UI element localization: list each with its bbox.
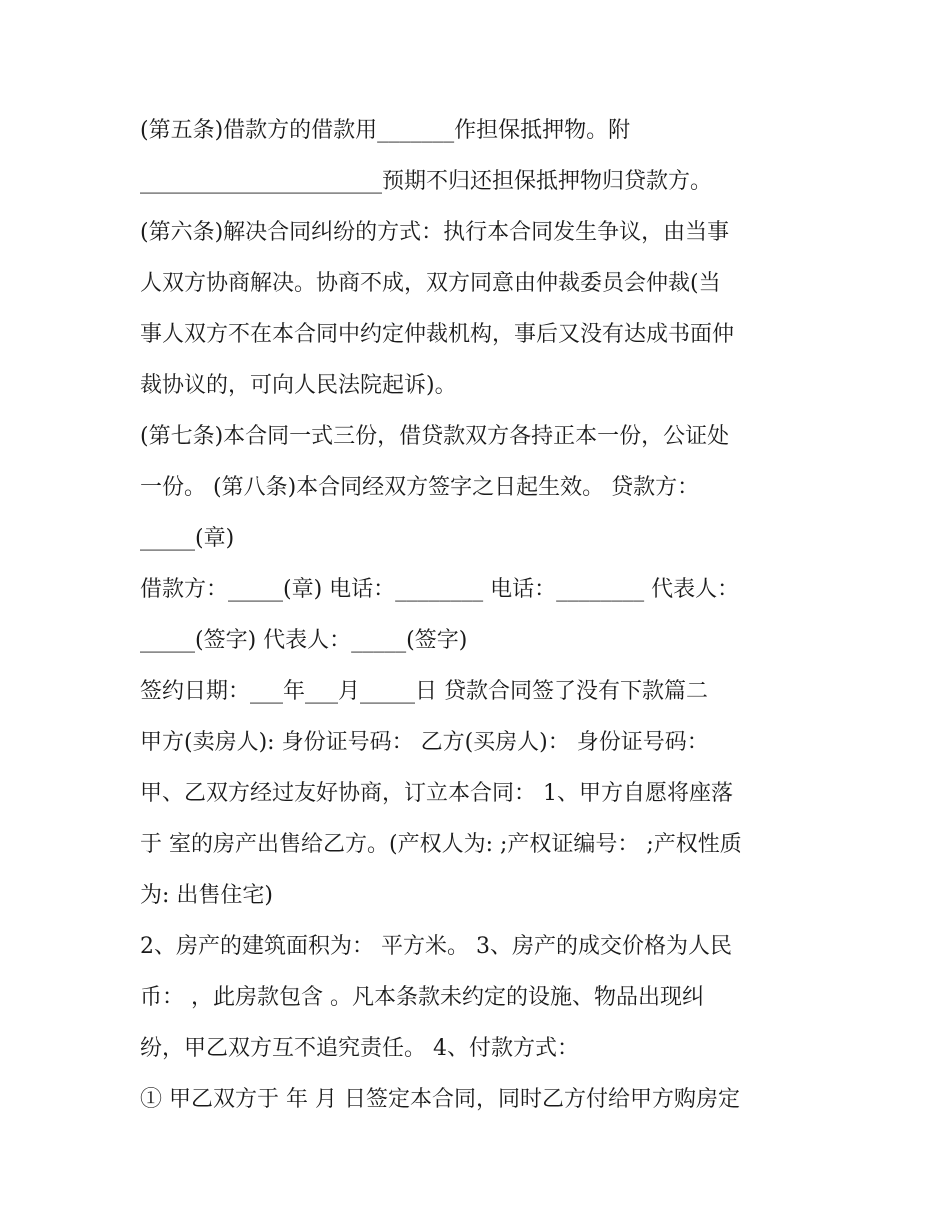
text-line: 裁协议的，可向人民法院起诉)。 (140, 373, 457, 398)
text-line: 一份。 (第八条)本合同经双方签字之日起生效。 贷款方： (140, 475, 700, 500)
text-line: ① 甲乙双方于 年 月 日签定本合同，同时乙方付给甲方购房定 (140, 1087, 740, 1112)
text-line: (第五条)借款方的借款用_______作担保抵押物。附 (140, 118, 631, 143)
text-line: 人双方协商解决。协商不成，双方同意由仲裁委员会仲裁(当 (140, 271, 721, 296)
text-line: _____(章) (140, 526, 235, 551)
text-line: (第六条)解决合同纠纷的方式：执行本合同发生争议，由当事 (140, 220, 730, 245)
text-line: 为: 出售住宅) (140, 883, 273, 908)
text-line: 于 室的房产出售给乙方。(产权人为: ;产权证编号： ;产权性质 (140, 832, 742, 857)
text-line: (第七条)本合同一式三份，借贷款双方各持正本一份，公证处 (140, 424, 730, 449)
text-line: _____(签字) 代表人：_____(签字) (140, 628, 468, 653)
text-line: 甲、乙双方经过友好协商，订立本合同： 1、甲方自愿将座落 (140, 781, 733, 806)
document-body (140, 105, 820, 1125)
text-line: 2、房产的建筑面积为： 平方米。 3、房产的成交价格为人民 (140, 934, 732, 959)
text-line: ______________________预期不归还担保抵押物归贷款方。 (140, 169, 713, 194)
text-line: 纷，甲乙双方互不追究责任。 4、付款方式： (140, 1036, 579, 1061)
text-line: 签约日期：___年___月_____日 贷款合同签了没有下款篇二 (140, 679, 708, 704)
text-line: 事人双方不在本合同中约定仲裁机构，事后又没有达成书面仲 (140, 322, 735, 347)
text-line: 借款方：_____(章) 电话：________ 电话：________ 代表人： (140, 577, 740, 602)
text-line: 币： ，此房款包含 。凡本条款未约定的设施、物品出现纠 (140, 985, 704, 1010)
text-line: 甲方(卖房人): 身份证号码： 乙方(买房人)： 身份证号码： (140, 730, 709, 755)
